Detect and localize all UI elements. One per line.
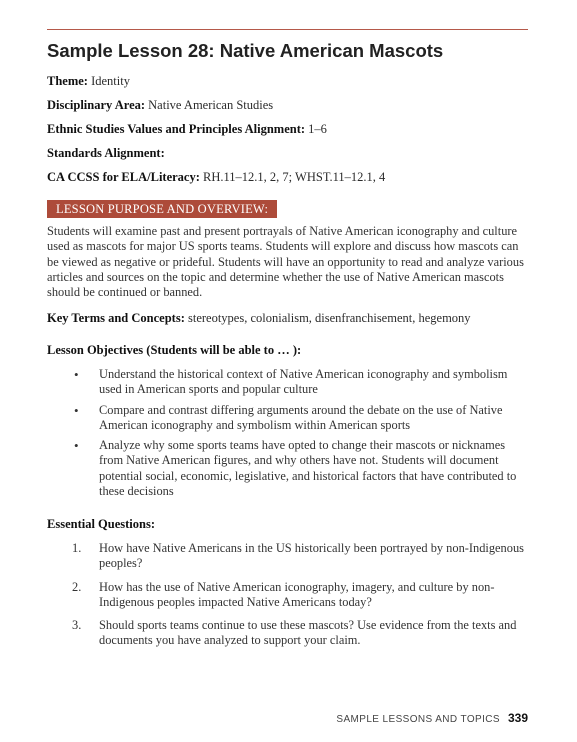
objective-text: Analyze why some sports teams have opted to change their mascots or nicknames from Native American figures, and why others have not. Students will document potential social, economic, legislative, and historical factors that have contributed to these decisions (99, 438, 517, 499)
meta-value: 1–6 (308, 122, 327, 136)
page-footer (336, 711, 528, 725)
meta-value: Native American Studies (148, 98, 274, 112)
meta-value: Identity (91, 74, 130, 88)
list-item (0, 618, 577, 649)
top-rule (47, 29, 528, 30)
question-number: 1. (72, 541, 82, 555)
objective-text: Understand the historical context of Native American iconography and symbolism used in American sports and popular culture (99, 367, 508, 397)
list-item (0, 580, 577, 611)
questions-heading (47, 516, 155, 532)
objectives-list (0, 367, 577, 499)
meta-label: Standards Alignment: (47, 146, 165, 160)
meta-ccss (47, 169, 385, 185)
list-item (0, 438, 577, 499)
key-terms (47, 310, 471, 326)
meta-value: RH.11–12.1, 2, 7; WHST.11–12.1, 4 (203, 170, 386, 184)
bullet-icon: • (74, 367, 79, 382)
question-text: How have Native Americans in the US historically been portrayed by non-Indigenous peoples? (99, 541, 524, 571)
meta-label: CA CCSS for ELA/Literacy: (47, 170, 200, 184)
footer-section: SAMPLE LESSONS AND TOPICS (336, 714, 500, 725)
bullet-icon: • (74, 402, 79, 418)
meta-label: Disciplinary Area: (47, 98, 146, 112)
meta-disciplinary-area (47, 97, 273, 113)
objectives-heading-text: Lesson Objectives (Students will be able to … ): (47, 343, 302, 357)
page-number: 339 (507, 711, 528, 725)
questions-heading-text: Essential Questions: (47, 517, 156, 531)
meta-label: Ethnic Studies Values and Principles Alignment: (47, 122, 306, 136)
question-number: 3. (72, 618, 82, 633)
question-text: How has the use of Native American iconography, imagery, and culture by non-Indigenous peoples impacted Native Americans today? (99, 579, 495, 609)
questions-list (0, 541, 577, 649)
meta-standards-alignment (47, 145, 165, 161)
meta-label: Theme: (47, 74, 88, 88)
list-item (0, 367, 577, 398)
list-item (0, 541, 577, 572)
key-terms-value: stereotypes, colonialism, disenfranchisement, hegemony (187, 311, 471, 325)
objective-text: Compare and contrast differing arguments around the debate on the use of Native American iconography and symbolism within American sports (99, 402, 503, 432)
question-number: 2. (72, 579, 82, 594)
objectives-heading (47, 342, 301, 358)
question-text: Should sports teams continue to use these mascots? Use evidence from the texts and documents you have analyzed to support your claim. (99, 618, 517, 648)
meta-values-alignment (47, 121, 327, 137)
key-terms-label: Key Terms and Concepts: (47, 311, 185, 325)
meta-theme (47, 73, 130, 89)
page-title: Sample Lesson 28: Native American Mascots (47, 40, 444, 61)
bullet-icon: • (74, 438, 79, 454)
section-banner: LESSON PURPOSE AND OVERVIEW: (47, 200, 277, 218)
list-item (0, 403, 577, 434)
overview-paragraph: Students will examine past and present portrayals of Native American iconography and culture used as mascots for major US sports teams. Students will explore and discuss how mascots can be viewed as negative or prideful. Students will have an opportunity to read and analyze various articles and sources on the topic and determine whether the use of Native American mascots should be continued or banned. (47, 224, 524, 300)
